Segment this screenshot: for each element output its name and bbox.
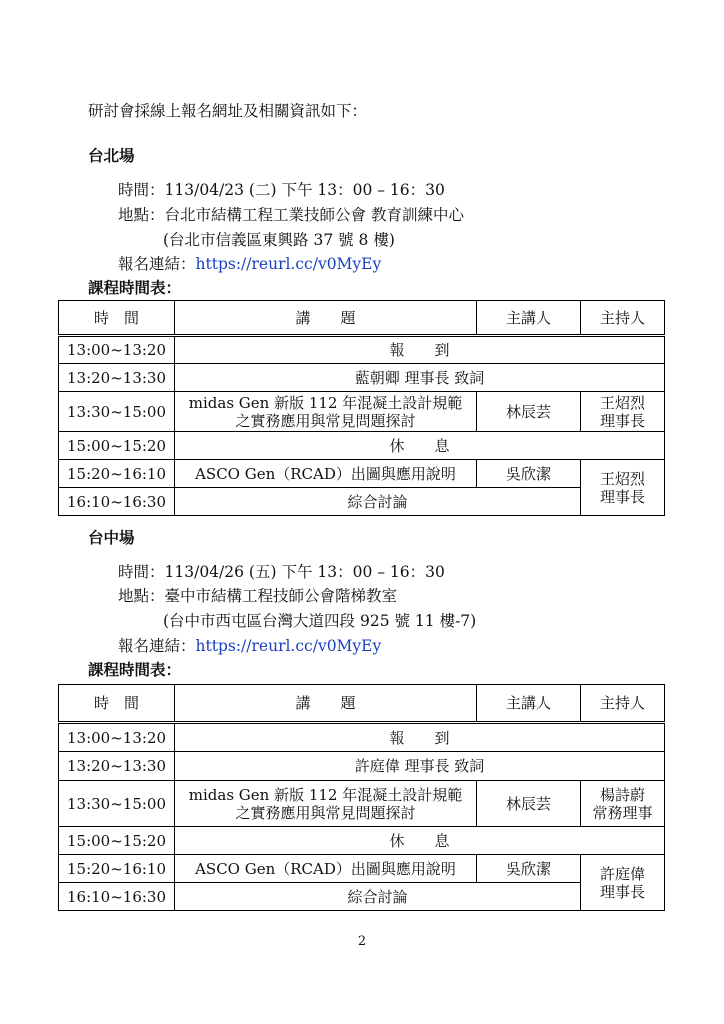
host-title: 常務理事 — [592, 803, 653, 822]
host-name: 王炤烈 — [599, 393, 645, 412]
link-label: 報名連結： — [118, 637, 196, 655]
host-name: 許庭偉 — [599, 864, 645, 883]
registration-link-taipei[interactable]: https://reurl.cc/v0MyEy — [195, 255, 382, 273]
topic-line: midas Gen 新版 112 年混凝土設計規範 — [188, 785, 463, 804]
row-topic: ASCO Gen（RCAD）出圖與應用說明 — [175, 855, 477, 883]
host-title: 理事長 — [599, 411, 645, 430]
registration-link-taichung[interactable]: https://reurl.cc/v0MyEy — [195, 637, 382, 655]
row-topic — [175, 781, 477, 827]
row-speaker: 林辰芸 — [477, 781, 581, 827]
table-row — [59, 883, 665, 911]
schedule-table-taipei — [58, 300, 665, 516]
place-line-taichung — [118, 586, 397, 606]
table-row — [59, 855, 665, 883]
header-topic: 講 題 — [175, 685, 477, 723]
row-speaker: 吳欣潔 — [477, 460, 581, 488]
address-taichung: (台中市西屯區台灣大道四段 925 號 11 樓-7) — [163, 612, 477, 630]
table-row — [59, 723, 665, 752]
row-topic: 綜合討論 — [175, 883, 581, 911]
row-topic: ASCO Gen（RCAD）出圖與應用說明 — [175, 460, 477, 488]
page-number: 2 — [357, 934, 367, 949]
topic-line: 之實務應用與常見問題探討 — [235, 803, 416, 822]
place-value: 臺中市結構工程技師公會階梯教室 — [164, 587, 398, 605]
row-speaker: 吳欣潔 — [477, 855, 581, 883]
row-time: 13:30~15:00 — [59, 392, 175, 432]
table-row — [59, 336, 665, 364]
venue-heading-taichung: 台中場 — [88, 528, 135, 547]
header-host: 主持人 — [581, 685, 665, 723]
row-time: 13:00~13:20 — [59, 336, 175, 364]
row-time: 15:20~16:10 — [59, 855, 175, 883]
time-value: 113/04/23 (二) 下午 13：00 – 16：30 — [164, 181, 445, 199]
link-line-taichung — [118, 636, 381, 656]
host-title: 理事長 — [599, 882, 645, 901]
header-time: 時 間 — [59, 685, 175, 723]
link-label: 報名連結： — [118, 255, 196, 273]
schedule-table-taichung — [58, 684, 665, 911]
host-title: 理事長 — [599, 487, 645, 506]
table-row — [59, 781, 665, 827]
row-topic: 許庭偉 理事長 致詞 — [175, 752, 665, 781]
link-line-taipei — [118, 254, 381, 274]
host-name: 楊詩蔚 — [599, 785, 645, 804]
header-speaker: 主講人 — [477, 301, 581, 336]
row-time: 15:20~16:10 — [59, 460, 175, 488]
header-host: 主持人 — [581, 301, 665, 336]
topic-line: midas Gen 新版 112 年混凝土設計規範 — [188, 393, 463, 412]
row-time: 13:20~13:30 — [59, 752, 175, 781]
row-topic — [175, 392, 477, 432]
time-value: 113/04/26 (五) 下午 13：00 – 16：30 — [164, 563, 445, 581]
host-name: 王炤烈 — [599, 469, 645, 488]
place-label: 地點： — [118, 587, 165, 605]
row-topic: 報 到 — [175, 723, 665, 752]
row-host — [581, 781, 665, 827]
table-header-row — [59, 685, 665, 723]
table-row — [59, 752, 665, 781]
time-line-taichung — [118, 562, 445, 582]
row-host — [581, 855, 665, 911]
time-line-taipei — [118, 180, 445, 200]
row-topic: 報 到 — [175, 336, 665, 364]
row-time: 16:10~16:30 — [59, 883, 175, 911]
row-time: 15:00~15:20 — [59, 432, 175, 460]
place-label: 地點： — [118, 206, 165, 224]
row-host — [581, 392, 665, 432]
row-time: 13:20~13:30 — [59, 364, 175, 392]
topic-line: 之實務應用與常見問題探討 — [235, 411, 416, 430]
place-line-taipei — [118, 205, 464, 225]
schedule-title-taipei: 課程時間表： — [88, 278, 182, 297]
time-label: 時間： — [118, 181, 165, 199]
venue-heading-taipei: 台北場 — [88, 146, 135, 165]
table-row — [59, 364, 665, 392]
row-host — [581, 460, 665, 516]
table-row — [59, 827, 665, 855]
row-topic: 藍朝卿 理事長 致詞 — [175, 364, 665, 392]
row-time: 15:00~15:20 — [59, 827, 175, 855]
header-topic: 講 題 — [175, 301, 477, 336]
row-time: 16:10~16:30 — [59, 488, 175, 516]
table-row — [59, 392, 665, 432]
table-header-row — [59, 301, 665, 336]
time-label: 時間： — [118, 563, 165, 581]
table-row — [59, 432, 665, 460]
row-time: 13:30~15:00 — [59, 781, 175, 827]
place-value: 台北市結構工程工業技師公會 教育訓練中心 — [164, 206, 464, 224]
row-time: 13:00~13:20 — [59, 723, 175, 752]
header-speaker: 主講人 — [477, 685, 581, 723]
schedule-title-taichung: 課程時間表： — [88, 660, 182, 679]
table-row — [59, 460, 665, 488]
row-topic: 休 息 — [175, 432, 665, 460]
row-speaker: 林辰芸 — [477, 392, 581, 432]
row-topic: 綜合討論 — [175, 488, 581, 516]
row-topic: 休 息 — [175, 827, 665, 855]
intro-text: 研討會採線上報名網址及相關資訊如下： — [88, 102, 368, 120]
header-time: 時 間 — [59, 301, 175, 336]
table-row — [59, 488, 665, 516]
address-taipei: (台北市信義區東興路 37 號 8 樓) — [163, 231, 395, 249]
